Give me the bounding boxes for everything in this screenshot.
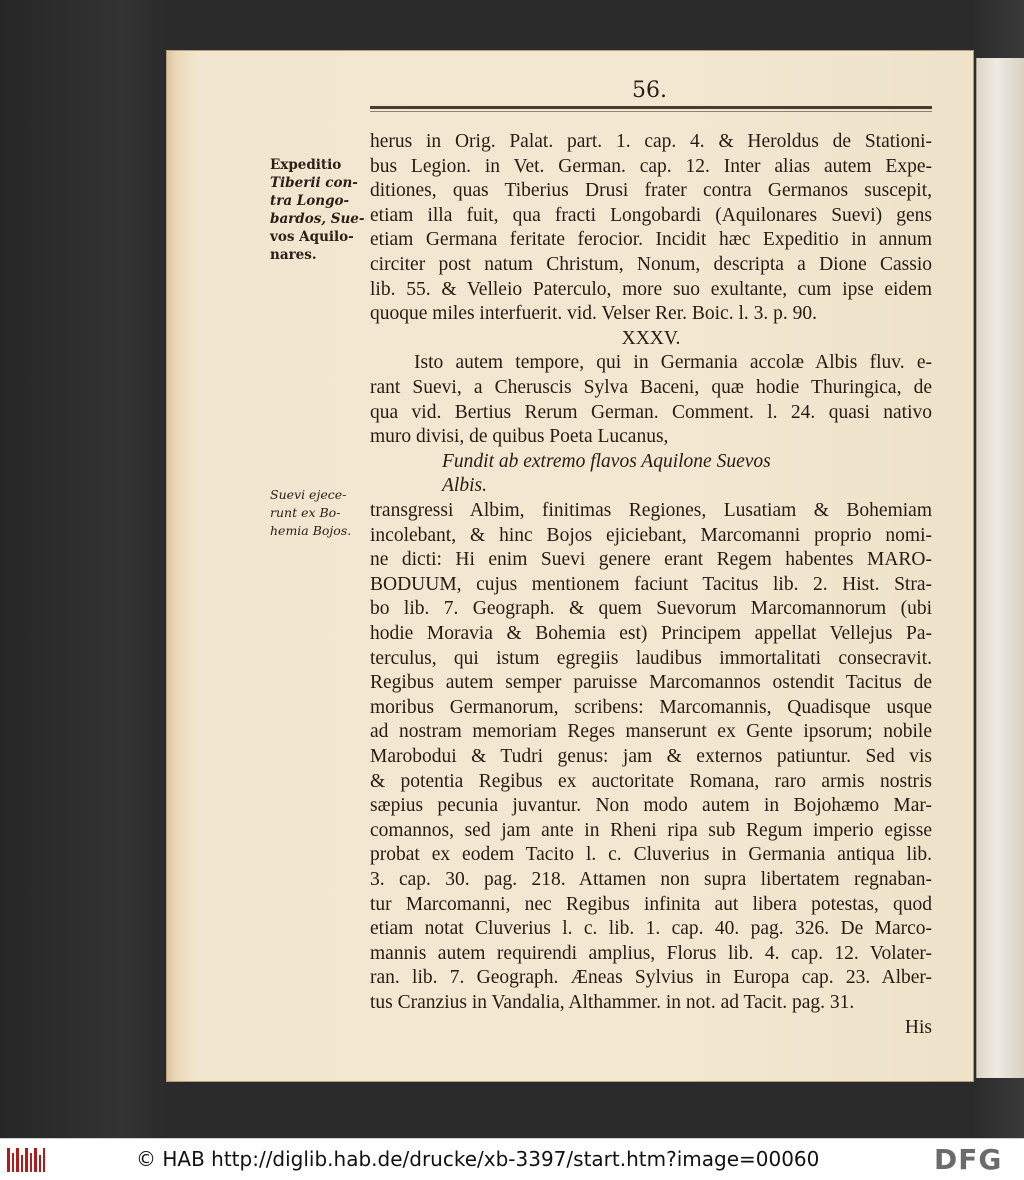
margin-note-line: nares. <box>270 247 317 263</box>
text-line: comannos, sed jam ante in Rheni ripa sub Regum imperio egisse <box>370 819 932 841</box>
text-line: quoque miles interfuerit. vid. Velser Rer. Boic. l. 3. p. 90. <box>370 303 817 325</box>
margin-note-line: Expeditio <box>270 157 342 173</box>
text-line: ne dicti: Hi enim Suevi genere erant Regem habentes MARO- <box>370 549 932 571</box>
text-line: tur Marcomanni, nec Regibus infinita aut libera potestas, quod <box>370 893 932 915</box>
text-line: muro divisi, de quibus Poeta Lucanus, <box>370 426 669 448</box>
text-line: etiam notat Cluverius l. c. lib. 1. cap. 40. pag. 326. De Marco- <box>370 918 932 940</box>
margin-note-line: Suevi ejece- <box>270 487 347 502</box>
dfg-logo: DFG <box>934 1143 1003 1176</box>
text-line: etiam Germana feritate ferocior. Incidit hæc Expeditio in annum <box>370 229 932 251</box>
margin-note-expeditio <box>270 156 368 264</box>
text-line: terculus, qui istum egregiis laudibus immortalitati consecravit. <box>370 647 932 669</box>
text-line: bus Legion. in Vet. German. cap. 12. Inter alias autem Expe- <box>370 155 932 177</box>
margin-note-line: runt ex Bo- <box>270 505 341 520</box>
verse-line: Fundit ab extremo flavos Aquilone Suevos <box>442 450 771 472</box>
next-page-edge <box>976 58 1024 1078</box>
verse-line: Albis. <box>442 475 487 497</box>
header-rule <box>370 106 932 109</box>
text-line: etiam illa fuit, qua fracti Longobardi (Aquilonares Suevi) gens <box>370 204 932 226</box>
text-line: lib. 55. & Velleio Paterculo, more suo exultante, cum ipse eidem <box>370 278 932 300</box>
page-number: 56. <box>632 78 667 103</box>
text-line: probat ex eodem Tacito l. c. Cluverius in Germania antiqua lib. <box>370 844 932 866</box>
text-line: bo lib. 7. Geograph. & quem Suevorum Marcomannorum (ubi <box>370 598 932 620</box>
text-line: BODUUM, cujus mentionem faciunt Tacitus lib. 2. Hist. Stra- <box>370 573 932 595</box>
header-rule-thin <box>370 111 932 112</box>
text-line: His <box>904 1016 932 1038</box>
margin-note-line: bardos, Sue- <box>270 211 365 227</box>
text-line: & potentia Regibus ex auctoritate Romana, raro armis nostris <box>370 770 932 792</box>
text-line: incolebant, & hinc Bojos ejiciebant, Marcomanni proprio nomi- <box>370 524 932 546</box>
hab-logo-icon <box>6 1145 46 1175</box>
text-line: Isto autem tempore, qui in Germania accolæ Albis fluv. e- <box>414 352 932 374</box>
text-line: Marobodui & Tudri genus: jam & externos patiuntur. Sed vis <box>370 746 932 767</box>
text-line: qua vid. Bertius Rerum German. Comment. l. 24. quasi nativo <box>370 401 932 423</box>
text-line: moribus Germanorum, scribens: Marcomannis, Quadisque usque <box>370 696 932 718</box>
text-line: ad nostram memoriam Reges manserunt ex Gente ipsorum; nobile <box>370 721 932 743</box>
text-line: ran. lib. 7. Geograph. Æneas Sylvius in Europa cap. 23. Alber- <box>370 967 932 989</box>
text-line: 3. cap. 30. pag. 218. Attamen non supra libertatem regnaban- <box>370 869 932 890</box>
text-line: sæpius pecunia juvantur. Non modo autem in Bojohæmo Mar- <box>370 795 932 817</box>
section-heading: XXXV. <box>621 327 681 349</box>
text-line: tus Cranzius in Vandalia, Althammer. in not. ad Tacit. pag. 31. <box>370 992 855 1013</box>
text-line: Regibus autem semper paruisse Marcomannos ostendit Tacitus de <box>370 672 932 694</box>
margin-note-line: Tiberii con- <box>270 175 358 191</box>
margin-note-line: vos Aquilo- <box>270 229 354 245</box>
margin-note-line: tra Longo- <box>270 193 350 209</box>
text-line: hodie Moravia & Bohemia est) Principem appellat Vellejus Pa- <box>370 623 932 644</box>
margin-note-suevi <box>270 486 368 540</box>
margin-note-line: hemia Bojos. <box>270 523 352 538</box>
text-line: circiter post natum Christum, Nonum, descripta a Dione Cassio <box>370 254 932 275</box>
text-line: transgressi Albim, finitimas Regiones, Lusatiam & Bohemiam <box>370 500 932 521</box>
text-line: ditiones, quas Tiberius Drusi frater contra Germanos suscepit, <box>370 180 932 202</box>
footer-bar <box>0 1138 1024 1180</box>
footer-link[interactable]: © HAB http://diglib.hab.de/drucke/xb-3397/start.htm?image=00060 <box>136 1147 820 1171</box>
text-line: herus in Orig. Palat. part. 1. cap. 4. & Heroldus de Stationi- <box>370 131 932 152</box>
text-line: mannis autem requirendi amplius, Florus lib. 4. cap. 12. Volater- <box>370 942 932 964</box>
text-line: rant Suevi, a Cheruscis Sylva Baceni, quæ hodie Thuringica, de <box>370 377 932 398</box>
